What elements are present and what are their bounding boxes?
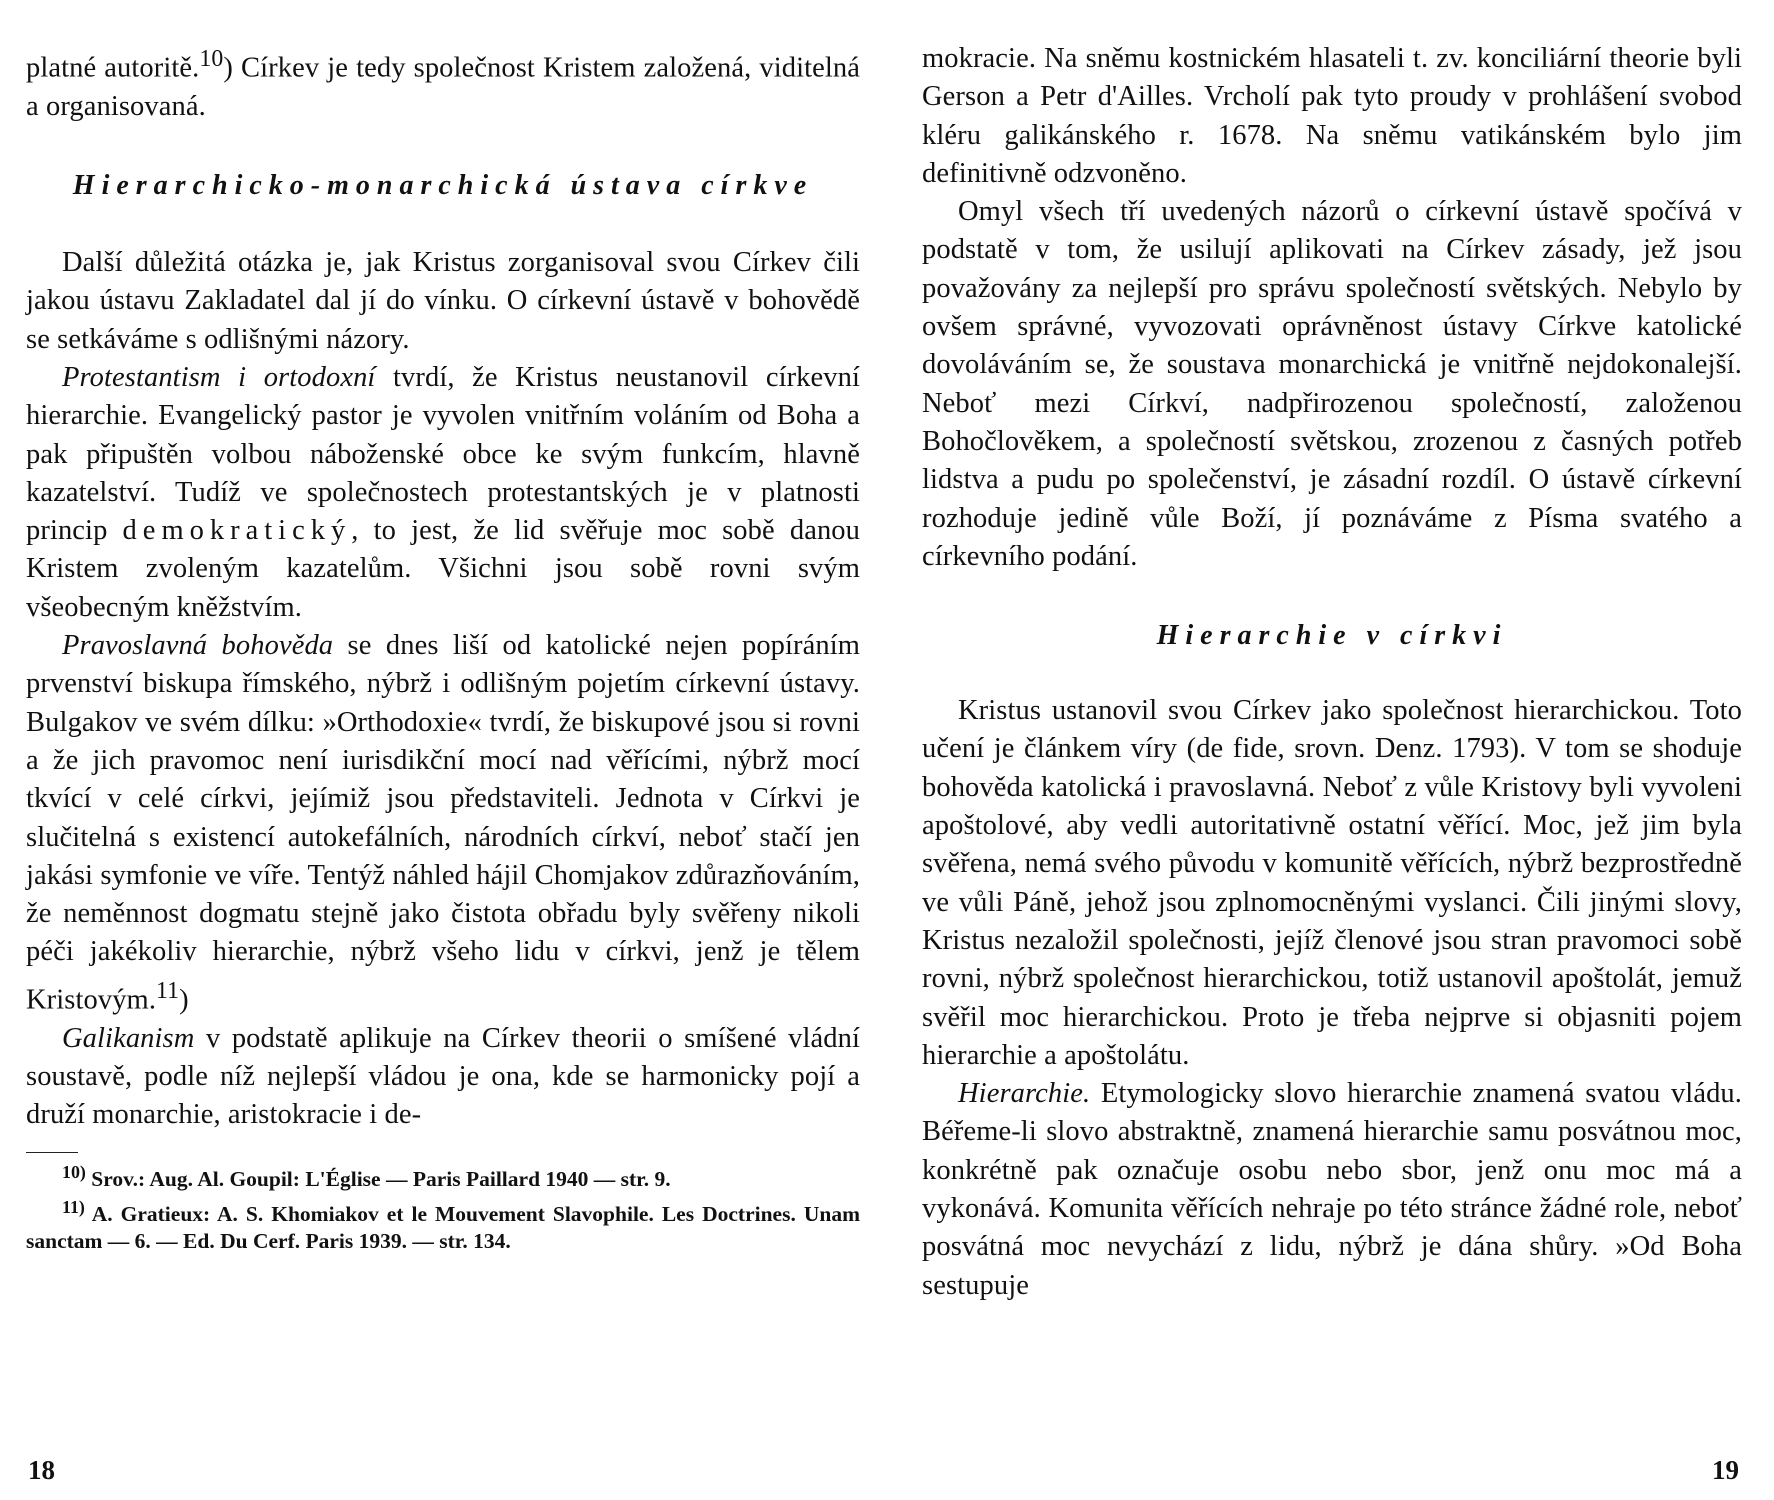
paragraph-text: platné autoritě.: [26, 52, 200, 84]
footnote-mark: 10): [62, 1162, 86, 1183]
section-heading: Hierarchicko-monarchická ústava církve: [72, 170, 814, 202]
paragraph: Kristus ustanovil svou Církev jako společnost hierarchickou. Toto učení je článkem víry (de fide, srovn. Denz. 1793). V tom se shoduje bohověda katolická i pravoslavná. Neboť z vůle Kristovy byli vyvoleni apoštolové, aby vedli autoritativně ostatní věřící. Moc, jež jim byla svěřena, nemá svého původu v komunitě věřících, nýbrž bezprostředně ve vůli Páně, jehož jsou zplnomocněnými vyslanci. Čili jinými slovy, Kristus nezaložil společnosti, jejíž členové jsou stran pravomoci sobě rovni, nýbrž společnost hierarchickou, totiž ustanovil apoštolát, jemuž svěřil moc hierarchickou. Proto je třeba nejprve si objasniti pojem hierarchie a apoštolátu.: [922, 695, 1742, 1071]
paragraph: [26, 40, 860, 126]
paragraph-text: , to jest, že lid svěřuje moc sobě danou Kristem zvoleným kazatelům. Všichni jsou sobě rovni svým všeobecným kněžstvím.: [26, 515, 860, 623]
footnote-ref: 10: [199, 46, 224, 72]
page-number-right: 19: [1712, 1455, 1739, 1485]
emphasis-term: Galikanism: [62, 1022, 195, 1054]
paragraph-text: ): [179, 984, 189, 1016]
emphasis-term: Pravoslavná bohověda: [62, 630, 334, 662]
paragraph-text: se dnes liší od katolické nejen popíráním prvenství biskupa římského, nýbrž i odlišným pojetím církevní ústavy. Bulgakov ve svém dílku: »Orthodoxie« tvrdí, že biskupové jsou si rovni a že jich pravomoc není iurisdikční mocí nad věřícími, nýbrž mocí tkvící v celé církvi, jejímiž jsou představiteli. Jednota v Církvi je slučitelná s existencí autokefálních, národních církví, neboť stačí jen jakási symfonie ve víře. Tentýž náhled hájil Chomjakov zdůrazňováním, že neměnnost dogmatu stejně jako čistota obřadu byly svěřeny nikoli péči jakékoliv hierarchie, nýbrž všeho lidu v církvi, jenž je tělem Kristovým.: [26, 630, 861, 1016]
paragraph-text: v podstatě aplikuje na Církev theorii o smíšené vládní soustavě, podle níž nejlepší vládou je ona, kde se harmonicky pojí a druží monarchie, aristokracie i de-: [26, 1022, 860, 1131]
paragraph: mokracie. Na sněmu kostnickém hlasateli t. zv. konciliární theorie byli Gerson a Petr d'Ailles. Vrcholí pak tyto proudy v prohlášení svobod kléru galikánského r. 1678. Na sněmu vatikánském bylo jim definitivně odzvoněno.: [922, 43, 1742, 189]
paragraph: [26, 1020, 860, 1135]
emphasis-term: Protestantism i ortodoxní: [62, 361, 376, 393]
footnote-rule: [26, 1152, 78, 1153]
footnote-mark: 11): [62, 1196, 85, 1217]
page-number-left: 18: [28, 1455, 55, 1485]
left-page: [26, 40, 860, 1255]
footnote: [26, 1159, 860, 1193]
emphasis-term: Hierarchie.: [958, 1078, 1091, 1110]
paragraph: [26, 627, 860, 1019]
footnote-text: A. Gratieux: A. S. Khomiakov et le Mouvement Slavophile. Les Doctrines. Unam sanctam — 6. — Ed. Du Cerf. Paris 1939. — str. 134.: [26, 1201, 860, 1253]
paragraph: Další důležitá otázka je, jak Kristus zorganisoval svou Církev čili jakou ústavu Zakladatel dal jí do vínku. O církevní ústavě v bohovědě se setkáváme s odlišnými názory.: [26, 247, 860, 355]
footnote-ref: 11: [156, 977, 180, 1004]
right-page: [922, 40, 1742, 1305]
paragraph: [922, 1075, 1742, 1305]
paragraph-text: tvrdí, že Kristus neustanovil církevní hierarchie. Evangelický pastor je vyvolen vnitřním voláním od Boha a pak připuštěn volbou náboženské obce ke svým funkcím, hlavně kazatelství. Tudíž ve společnostech protestantských je v platnosti princip: [26, 361, 861, 547]
paragraph: [26, 359, 860, 627]
section-heading: Hierarchie v církvi: [1156, 620, 1508, 652]
footnotes: [26, 1159, 860, 1254]
spaced-term: demokratický: [122, 515, 352, 547]
footnote: [26, 1194, 860, 1255]
paragraph-text: Etymologicky slovo hierarchie znamená svatou vládu. Béřeme-li slovo abstraktně, znamená hierarchie samu posvátnou moc, konkrétně pak označuje osobu nebo sbor, jenž onu moc má a vykonává. Komunita věřících nehraje po této stránce žádné role, neboť posvátná moc nevychází z lidu, nýbrž je dána shůry. »Od Boha sestupuje: [922, 1078, 1742, 1301]
paragraph-text: ) Církev je tedy společnost Kristem založená, viditelná a organisovaná.: [26, 52, 861, 122]
paragraph: Omyl všech tří uvedených názorů o církevní ústavě spočívá v podstatě v tom, že usilují aplikovati na Církev zásady, jež jsou považovány za nejlepší pro správu společností světských. Nebylo by ovšem správné, vyvozovati oprávněnost ústavy Církve katolické dovoláváním se, že soustava monarchická je vnitřně nejdokonalejší. Neboť mezi Církví, nadpřirozenou společností, založenou Bohočlověkem, a společností světskou, zrozenou z časných potřeb lidstva a pudu po společenství, je zásadní rozdíl. O ústavě církevní rozhoduje jedině vůle Boží, jí poznáváme z Písma svatého a církevního podání.: [922, 196, 1742, 572]
footnote-text: Srov.: Aug. Al. Goupil: L'Église — Paris Paillard 1940 — str. 9.: [91, 1167, 671, 1192]
